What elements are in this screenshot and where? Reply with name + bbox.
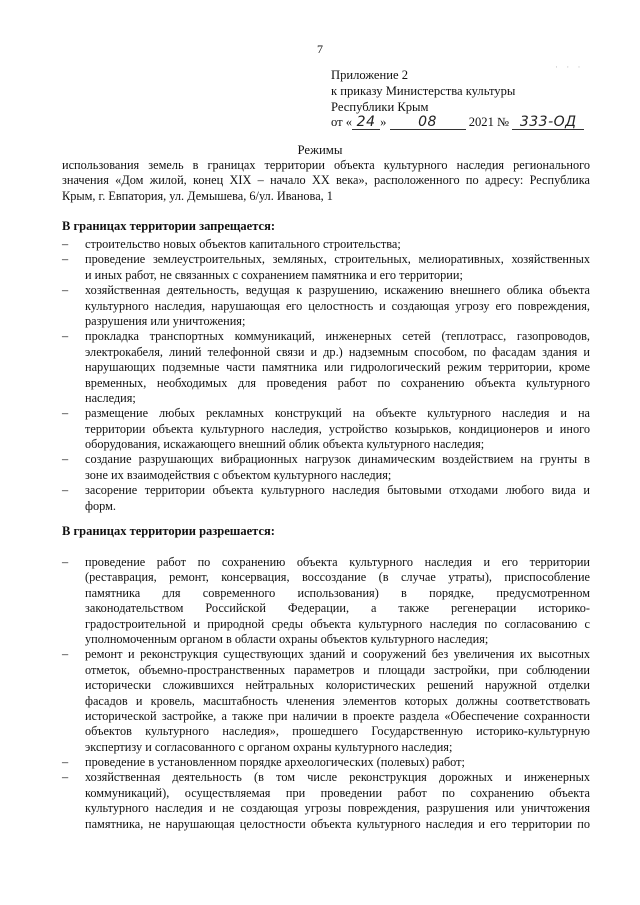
list-item bbox=[62, 555, 590, 647]
item-line: и иных работ, не связанных с сохранением памятника и его территории; bbox=[85, 267, 463, 282]
list-item bbox=[62, 283, 590, 329]
list-item bbox=[62, 252, 590, 283]
item-line: памятника, не нарушающая целостности объекта культурного наследия и его территории по bbox=[85, 816, 590, 831]
item-line: создание разрушающих вибрационных нагрузок динамическим воздействием на грунты в bbox=[85, 452, 590, 467]
prohibited-list bbox=[62, 237, 590, 514]
dash-bullet: – bbox=[62, 329, 69, 344]
list-item bbox=[62, 647, 590, 755]
permitted-heading: В границах территории разрешается: bbox=[62, 524, 275, 538]
subtitle-line: Крым, г. Евпатория, ул. Демышева, 6/ул. Иванова, 1 bbox=[62, 188, 333, 203]
item-line: ремонт и реконструкция существующих зданий и сооружений без увеличения их высотных bbox=[85, 647, 590, 662]
subtitle-line: использования земель в границах территории объекта культурного наследия регионального bbox=[62, 158, 590, 172]
appendix-title: Приложение 2 bbox=[331, 68, 409, 82]
item-line: отметок, объемно-пространственных параметров и площади застройки, при соблюдении bbox=[85, 662, 590, 677]
list-item bbox=[62, 452, 590, 483]
item-line: экспертизу и согласованного с органом охраны культурного наследия; bbox=[85, 739, 453, 754]
region-name: Республики Крым bbox=[331, 99, 429, 114]
item-line: коммуникаций), осуществляемая при проведении работ по сохранению объекта bbox=[85, 785, 590, 800]
item-line: проведение землеустроительных, земляных, строительных, мелиоративных, хозяйственных bbox=[85, 252, 590, 267]
list-item bbox=[62, 483, 590, 514]
item-line: исторической застройке, а также при наличии в проекте раздела «Обеспечение сохранности bbox=[85, 708, 590, 723]
permitted-list bbox=[62, 555, 590, 832]
dash-bullet: – bbox=[62, 252, 69, 267]
item-line: проведение работ по сохранению объекта культурного наследия и его территории bbox=[85, 555, 590, 569]
item-line: строительство новых объектов капитального строительства; bbox=[85, 237, 401, 251]
item-line: хозяйственная деятельность (в том числе реконструкция дорожных и инженерных bbox=[85, 770, 590, 785]
prohibited-heading: В границах территории запрещается: bbox=[62, 219, 276, 233]
dash-bullet: – bbox=[62, 555, 69, 569]
item-line: фасадов и кровель, масштабность членения элементов которых должны соответствовать bbox=[85, 693, 590, 708]
item-line: памятника для современного использования) в порядке, предусмотренном bbox=[85, 585, 590, 600]
date-year: 2021 № bbox=[465, 115, 510, 130]
list-item bbox=[62, 770, 590, 832]
item-line: оборудования, искажающего внешний облик объекта культурного наследия; bbox=[85, 437, 485, 452]
appendix-block bbox=[331, 68, 631, 131]
item-line: зоне их взаимодействия с объектом культурного наследия; bbox=[85, 467, 392, 482]
item-line: прокладка транспортных коммуникаций, инженерных сетей (теплотрасс, газопроводов, bbox=[85, 329, 590, 344]
document-title: Режимы bbox=[297, 143, 343, 157]
item-line: градостроительной и природной среды объекта культурного наследия по согласованию с bbox=[85, 616, 590, 631]
date-mid: » bbox=[380, 115, 390, 130]
list-item bbox=[62, 406, 590, 452]
item-line: объектов культурного наследия», прошедшего Государственную историко-культурную bbox=[85, 724, 590, 739]
dash-bullet: – bbox=[62, 770, 69, 785]
item-line: наследия; bbox=[85, 390, 136, 405]
document-subtitle bbox=[62, 158, 590, 204]
item-line: уполномоченным органом в области охраны объектов культурного наследия; bbox=[85, 631, 489, 646]
dash-bullet: – bbox=[62, 237, 69, 251]
item-line: разрушения или уничтожения; bbox=[85, 313, 246, 328]
item-line: исторически сложившихся нейтральных колористических решений наружной отделки bbox=[85, 678, 590, 693]
dash-bullet: – bbox=[62, 483, 69, 498]
page-number: 7 bbox=[317, 42, 323, 56]
date-day: 24 bbox=[352, 116, 380, 130]
item-line: законодательством Российской Федерации, а также регенерации историко- bbox=[85, 601, 590, 616]
item-line: размещение любых рекламных конструкций на объекте культурного наследия и на bbox=[85, 406, 590, 421]
item-line: электрокабеля, линий телефонной связи и др.) надземным способом, по фасадам здания и bbox=[85, 344, 590, 359]
date-month: 08 bbox=[390, 116, 466, 130]
item-line: форм. bbox=[85, 498, 116, 513]
item-line: нарушающих подземные части памятника или гидрологический режим территории, кроме bbox=[85, 360, 590, 375]
order-reference: к приказу Министерства культуры bbox=[331, 83, 516, 98]
item-line: хозяйственная деятельность, ведущая к разрушению, искажению внешнего облика объекта bbox=[85, 283, 590, 298]
list-item bbox=[62, 329, 590, 406]
dash-bullet: – bbox=[62, 452, 69, 467]
item-line: культурного наследия, нарушающая его целостность и создающая угрозу его повреждения, bbox=[85, 298, 590, 313]
corner-mark: · · · bbox=[555, 62, 584, 72]
item-line: территории объекта культурного наследия, устройство козырьков, кондиционеров и иного bbox=[85, 421, 590, 436]
item-line: временных, необходимых для проведения работ по сохранению объекта культурного bbox=[85, 375, 590, 390]
subtitle-line: значения «Дом жилой, конец XIX – начало XX века», расположенного по адресу: Республика bbox=[62, 173, 590, 188]
list-item bbox=[62, 755, 590, 770]
item-line: (реставрация, ремонт, консервация, воссоздание (в случае утраты), приспособление bbox=[85, 570, 590, 585]
dash-bullet: – bbox=[62, 283, 69, 298]
dash-bullet: – bbox=[62, 647, 69, 662]
dash-bullet: – bbox=[62, 406, 69, 421]
item-line: проведение в установленном порядке археологических (полевых) работ; bbox=[85, 755, 465, 770]
dash-bullet: – bbox=[62, 755, 69, 770]
date-prefix: от « bbox=[331, 115, 353, 130]
item-line: засорение территории объекта культурного наследия бытовыми отходами любого вида и bbox=[85, 483, 590, 498]
item-line: культурного наследия и не создающая угрозы повреждения, разрушения или уничтожения bbox=[85, 801, 590, 816]
order-number: 333-ОД bbox=[512, 116, 584, 130]
order-date-line bbox=[331, 115, 631, 131]
list-item bbox=[62, 237, 590, 252]
